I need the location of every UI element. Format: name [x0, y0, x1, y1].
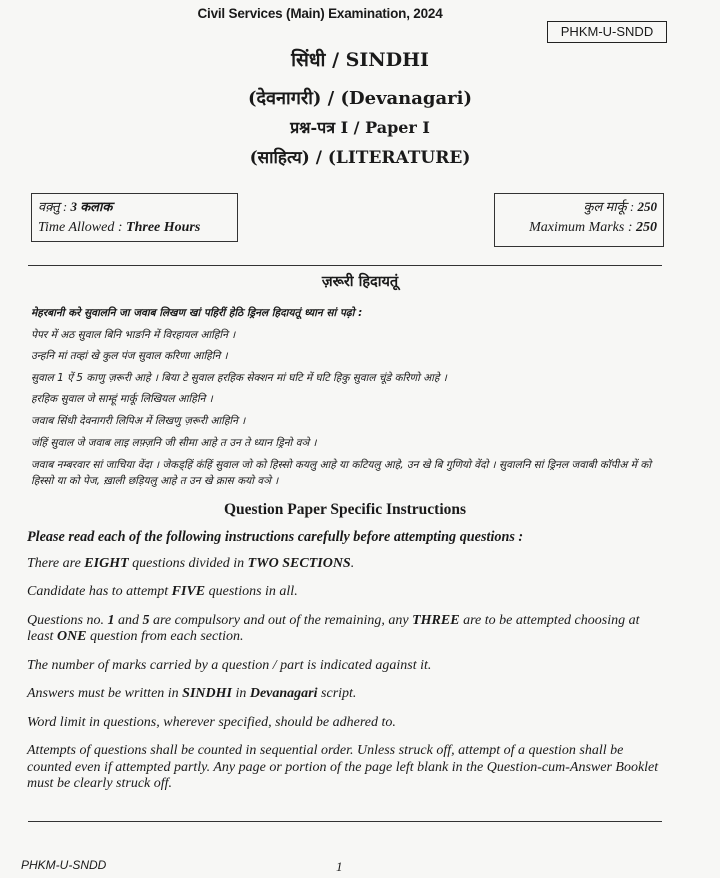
subject-heading: सिंधी / SINDHI — [291, 49, 429, 71]
instruction-word-limit: Word limit in questions, wherever specified, should be adhered to. — [27, 714, 396, 730]
hindi-instruction-item: हरहिक सुवाल जे साम्हूं मार्कू लिखियल आहिनि । — [31, 393, 213, 406]
maximum-marks-box — [494, 193, 664, 247]
paper-heading: प्रश्न-पत्र I / Paper I — [290, 118, 430, 137]
instruction-compulsory: Questions no. 1 and 5 are compulsory and out of the remaining, any THREE are to be attempted choosing at least ONE question from each section. — [27, 612, 640, 644]
hindi-instruction-item: जवाब नम्बरवार सां जाचिया वेंदा । जेकड्हिं कंहिं सुवाल जो को हिस्सो कयलु आहे या कटियलु आहे, उन खे बि गुणियो वेंदो । सुवालनि सां ड्रिनल जवाबी कॉपीअ में को हिस्सो या को पेज, ख़ाली छड़ियलु आहे त उन खे क्रास कयो वञे । — [31, 459, 652, 488]
instruction-sequential-order: Attempts of questions shall be counted in sequential order. Unless struck off, attempt of a question shall be counted even if attempted partly. Any page or portion of the page left blank in the Question-cum-Answer Booklet must be clearly struck off. — [27, 743, 659, 791]
time-hindi-row: वक़्तु : 3 कलाक — [38, 199, 113, 214]
paper-code-box: PHKM-U-SNDD — [547, 21, 667, 43]
marks-english-row: Maximum Marks : 250 — [529, 220, 657, 235]
page-number: 1 — [336, 859, 343, 874]
hindi-instruction-item: जंहिं सुवाल जे जवाब लाइ लफ़्ज़नि जी सीमा आहे त उन ते ध्यान ड्रिनो वञे । — [31, 436, 317, 449]
script-heading: (देवनागरी) / (Devanagari) — [247, 88, 473, 109]
instruction-question-count: There are EIGHT questions divided in TWO SECTIONS. — [27, 555, 355, 571]
instruction-language: Answers must be written in SINDHI in Devanagari script. — [27, 686, 357, 701]
instruction-attempt-count: Candidate has to attempt FIVE questions in all. — [27, 584, 298, 599]
hindi-instructions-heading: ज़रूरी हिदायतूं — [321, 274, 399, 290]
divider-top — [28, 265, 662, 266]
section-heading: (साहित्य) / (LITERATURE) — [249, 148, 471, 168]
exam-title: Civil Services (Main) Examination, 2024 — [197, 6, 443, 21]
footer-paper-code: PHKM-U-SNDD — [21, 858, 107, 872]
hindi-instruction-item: जवाब सिंधी देवनागरी लिपिअ में लिखणु ज़रूरी आहिनि । — [31, 414, 246, 427]
hindi-instructions-lead: मेहरबानी करे सुवालनि जा जवाब लिखण खां पहिरीं हेठि ड्रिनल हिदायतूं ध्यान सां पढ़ो : — [31, 307, 363, 319]
english-instructions-lead: Please read each of the following instructions carefully before attempting questions : — [27, 529, 524, 545]
marks-hindi-row: कुल मार्कू : 250 — [583, 199, 657, 214]
english-instructions-heading: Question Paper Specific Instructions — [223, 501, 467, 518]
divider-bottom — [28, 821, 662, 822]
time-allowed-box — [31, 193, 238, 242]
hindi-instruction-item: पेपर में अठ सुवाल बिनि भाङनि में विरहायल आहिनि । — [31, 328, 236, 341]
instruction-marks: The number of marks carried by a question / part is indicated against it. — [27, 657, 432, 673]
hindi-instruction-item: उन्हनि मां तव्हां खे कुल पंज सुवाल करिणा आहिनि । — [31, 350, 228, 363]
hindi-instruction-item: सुवाल 1 ऐं 5 काणु ज़रूरी आहे । बिया टे सुवाल हरहिक सेक्शन मां घटि में घटि हिकु सुवाल चूंडे करिणो आहे । — [31, 371, 447, 384]
english-instructions-list — [27, 529, 667, 805]
hindi-instructions-list — [31, 303, 671, 489]
time-english-row: Time Allowed : Three Hours — [38, 220, 201, 235]
